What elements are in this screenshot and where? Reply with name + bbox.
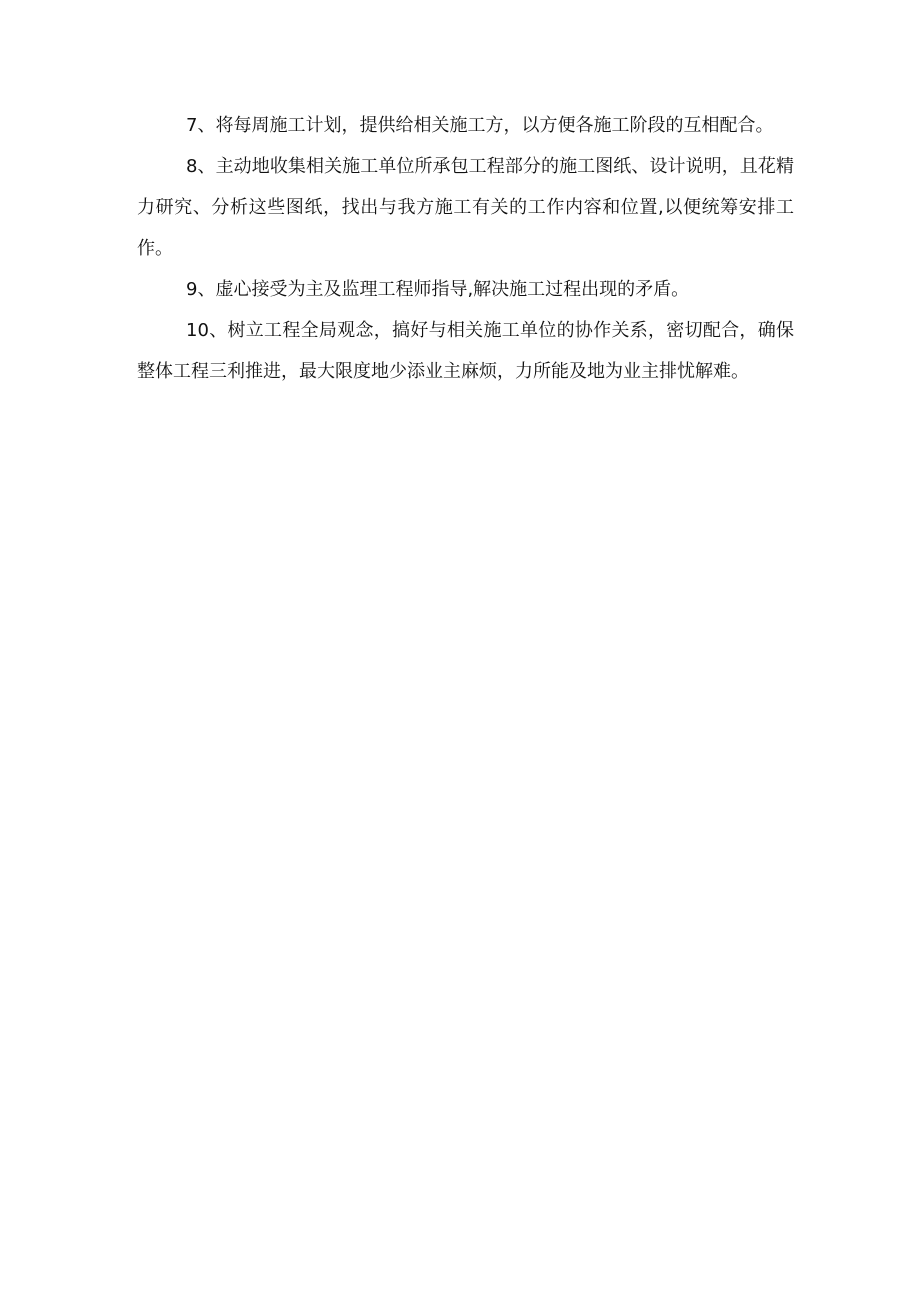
paragraph-10: 10、树立工程全局观念，搞好与相关施工单位的协作关系，密切配合，确保整体工程三利推进，最大限度地少添业主麻烦，力所能及地为业主排忧解难。 (137, 320, 794, 382)
document-body (137, 105, 794, 392)
paragraph-8: 8、主动地收集相关施工单位所承包工程部分的施工图纸、设计说明，且花精力研究、分析这些图纸，找出与我方施工有关的工作内容和位置,以便统筹安排工作。 (137, 156, 794, 259)
paragraph-7: 7、将每周施工计划，提供给相关施工方，以方便各施工阶段的互相配合。 (186, 115, 774, 136)
paragraph-9: 9、虚心接受为主及监理工程师指导,解决施工过程出现的矛盾。 (186, 279, 690, 300)
